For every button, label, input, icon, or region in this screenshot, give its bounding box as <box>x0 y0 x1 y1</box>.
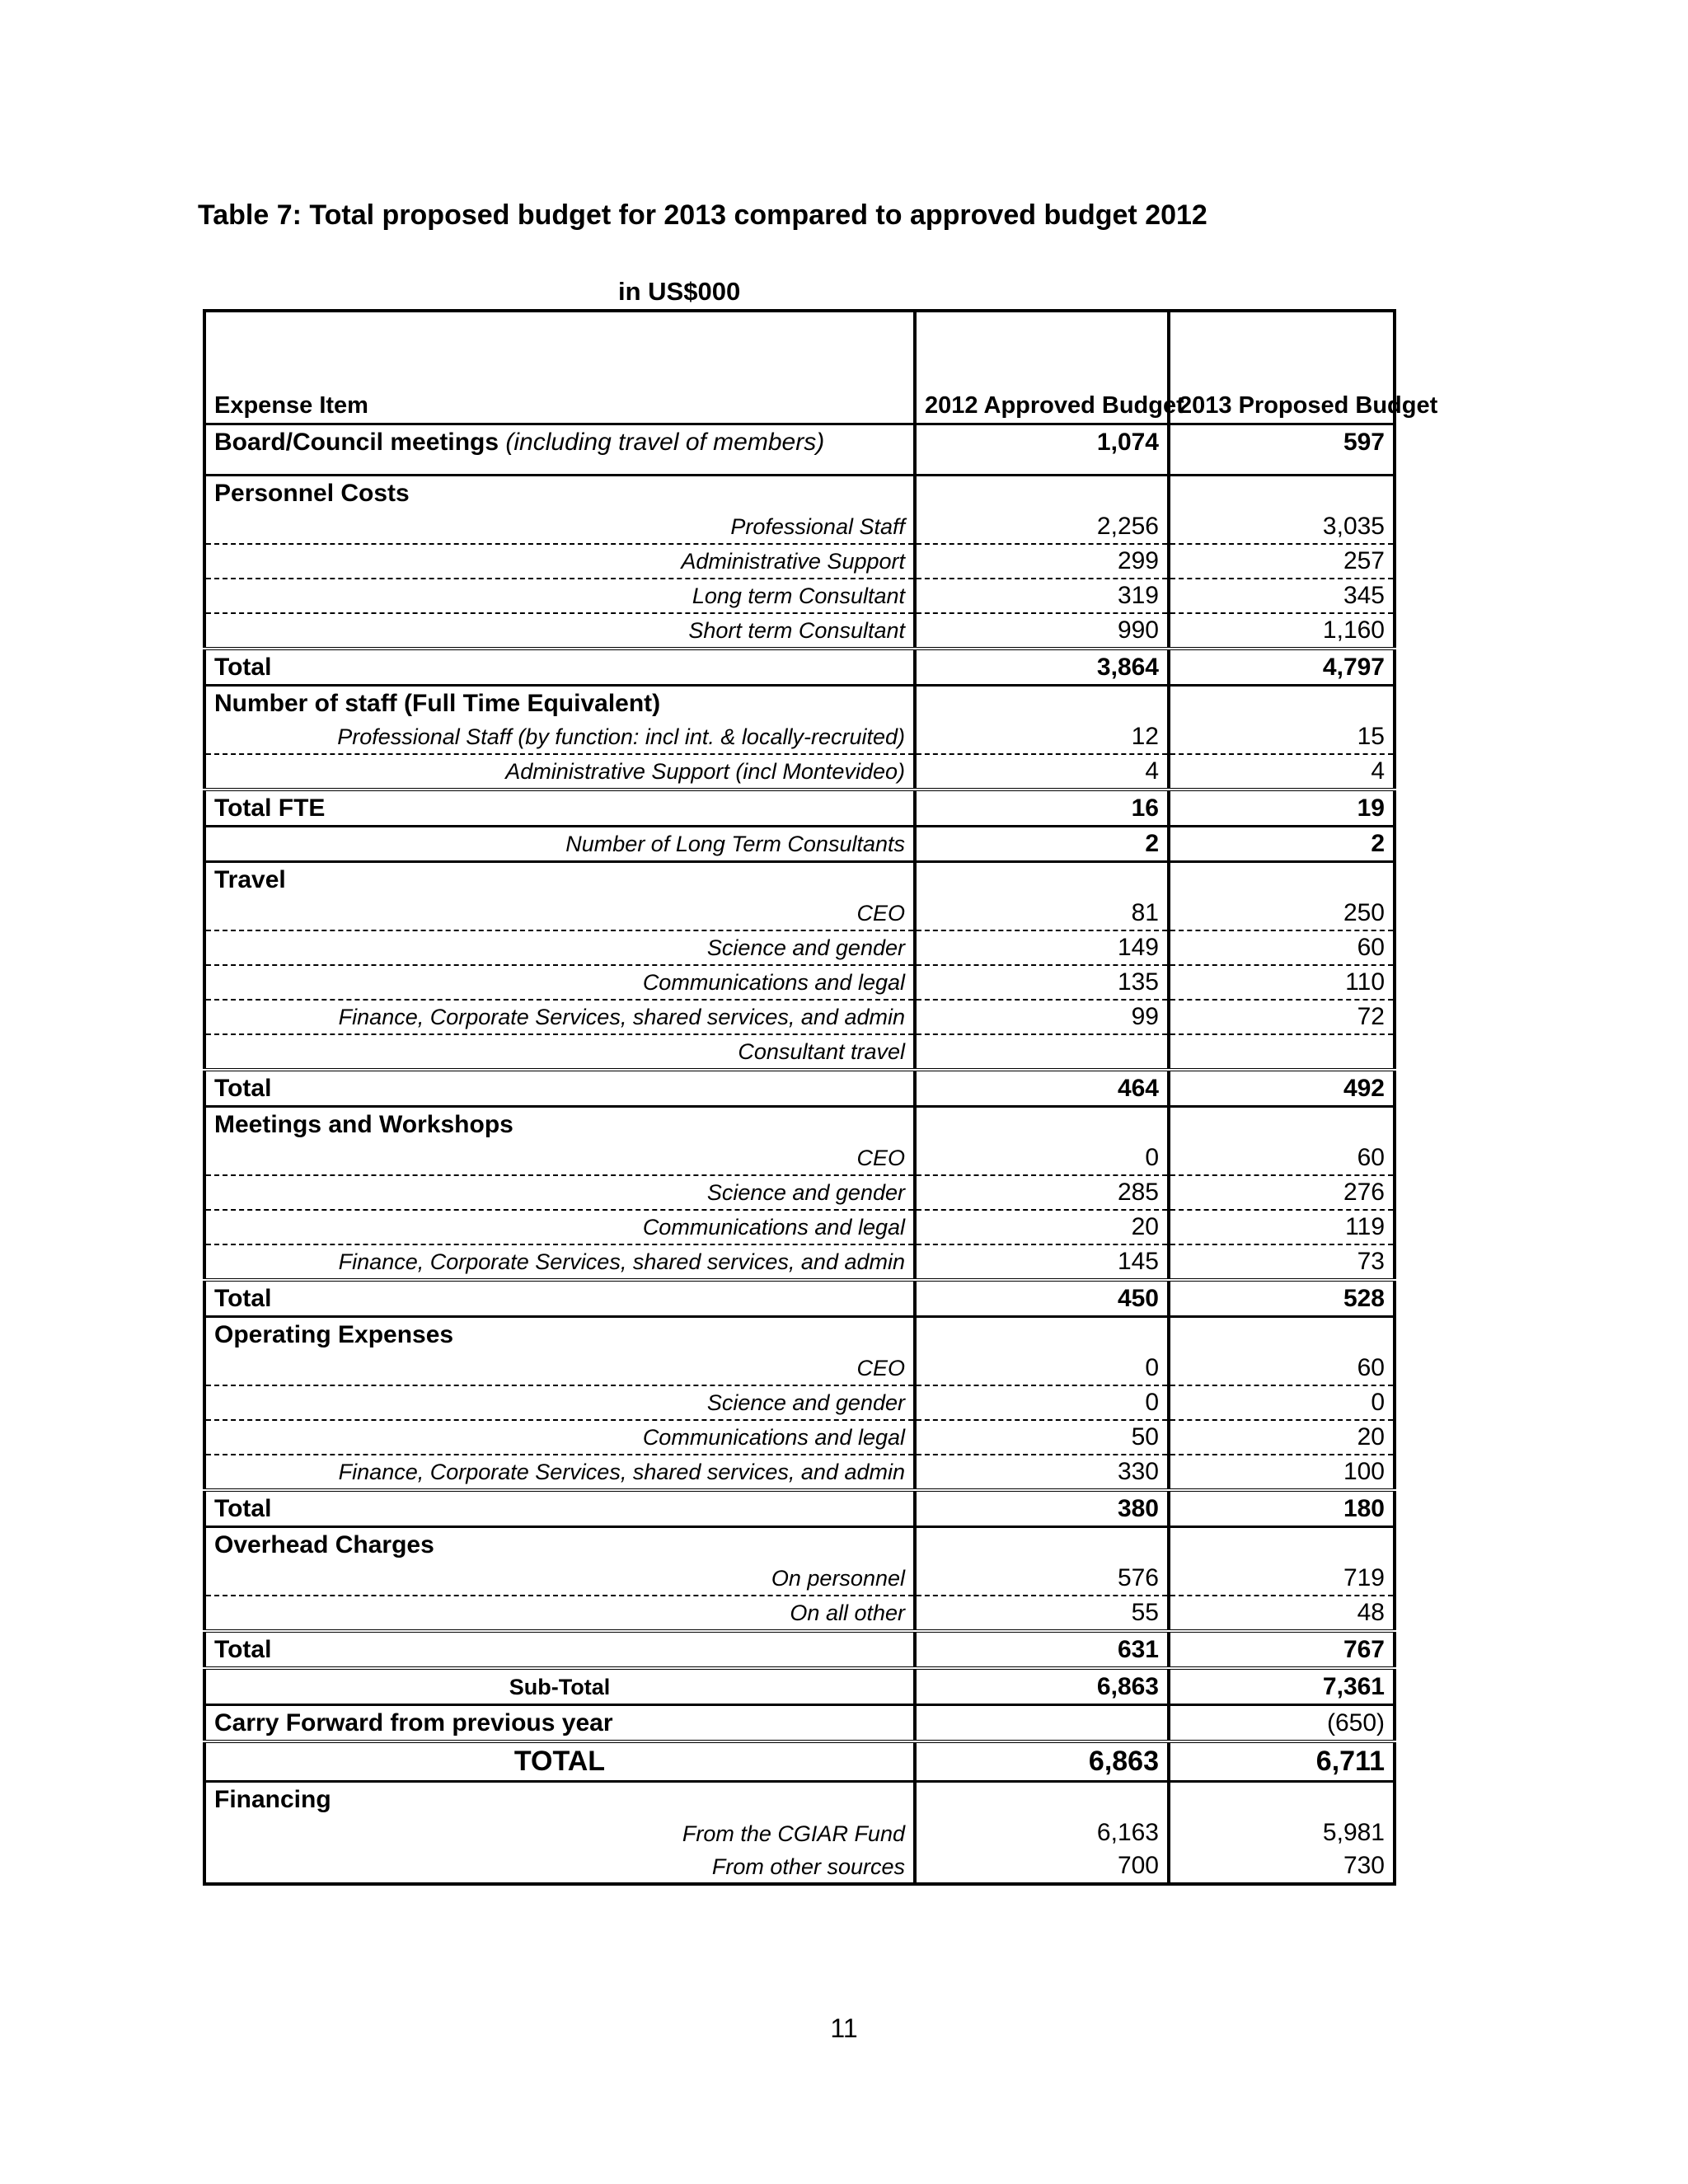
value-2012: 99 <box>915 1000 1169 1034</box>
row-label: Professional Staff <box>204 510 915 544</box>
table-row <box>204 1210 1395 1244</box>
carry-forward-label: Carry Forward from previous year <box>204 1705 915 1742</box>
table-row <box>204 613 1395 649</box>
total-2013: 528 <box>1169 1280 1395 1317</box>
row-label: On all other <box>790 1601 905 1626</box>
total-label: Total <box>204 1631 915 1668</box>
table-row <box>204 1596 1395 1631</box>
value-2012: 145 <box>915 1244 1169 1280</box>
total-label: Total <box>204 1280 915 1317</box>
value-2012: 50 <box>915 1420 1169 1455</box>
value-2013: 48 <box>1169 1596 1395 1631</box>
row-label: Finance, Corporate Services, shared services, and admin <box>204 1000 915 1034</box>
subtotal-row <box>204 1668 1395 1705</box>
value-2012 <box>915 1034 1169 1070</box>
total-2012: 450 <box>915 1280 1169 1317</box>
row-label: Administrative Support <box>204 544 915 579</box>
expense-item-header: Expense Item <box>214 392 368 419</box>
travel-heading-row <box>204 862 1395 898</box>
table-row <box>204 579 1395 613</box>
grand-total-2013: 6,711 <box>1169 1741 1395 1782</box>
section-heading: Overhead Charges <box>204 1527 915 1563</box>
value-2013: 1,160 <box>1169 613 1395 649</box>
value-2012: 6,163 <box>915 1816 1169 1849</box>
table-row <box>204 754 1395 790</box>
table-row <box>204 1000 1395 1034</box>
row-label: Communications and legal <box>204 1420 915 1455</box>
financing-heading-row <box>204 1782 1395 1817</box>
row-label: Communications and legal <box>204 965 915 1000</box>
operating-heading-row <box>204 1317 1395 1352</box>
value-2012: 4 <box>915 754 1169 790</box>
total-row <box>204 649 1395 686</box>
personnel-heading-row <box>204 476 1395 511</box>
value-2013: 0 <box>1169 1385 1395 1420</box>
carry-forward-2013: (650) <box>1169 1705 1395 1742</box>
table-row <box>204 1385 1395 1420</box>
row-label: Short term Consultant <box>688 618 905 644</box>
total-2012: 380 <box>915 1490 1169 1527</box>
section-heading: Financing <box>204 1782 915 1817</box>
total-row <box>204 1631 1395 1668</box>
value-2013: 3,035 <box>1169 510 1395 544</box>
board-2012: 1,074 <box>915 424 1169 460</box>
total-2012: 464 <box>915 1070 1169 1107</box>
value-2012: 2 <box>915 827 1169 862</box>
value-2013: 15 <box>1169 720 1395 754</box>
value-2013: 345 <box>1169 579 1395 613</box>
value-2013: 257 <box>1169 544 1395 579</box>
grand-total-row <box>204 1741 1395 1782</box>
table-row <box>204 1034 1395 1070</box>
value-2013: 110 <box>1169 965 1395 1000</box>
table-row <box>204 1141 1395 1175</box>
table-row <box>204 1352 1395 1385</box>
value-2012: 2,256 <box>915 510 1169 544</box>
total-2013: 19 <box>1169 790 1395 827</box>
subtotal-2013: 7,361 <box>1169 1668 1395 1705</box>
meetings-heading-row <box>204 1107 1395 1142</box>
value-2013: 60 <box>1169 930 1395 965</box>
value-2012: 20 <box>915 1210 1169 1244</box>
budget-table <box>203 309 1438 1886</box>
value-2012: 135 <box>915 965 1169 1000</box>
total-row <box>204 1280 1395 1317</box>
total-2012: 3,864 <box>915 649 1169 686</box>
row-label: Finance, Corporate Services, shared services, and admin <box>338 1249 905 1275</box>
total-row <box>204 1490 1395 1527</box>
total-label: Total <box>204 649 915 686</box>
value-2013 <box>1169 1034 1395 1070</box>
table-row <box>204 1816 1395 1849</box>
board-label <box>204 424 915 460</box>
table-row <box>204 897 1395 930</box>
value-2012: 990 <box>915 613 1169 649</box>
board-row <box>204 424 1395 460</box>
staff-heading-row <box>204 686 1395 721</box>
value-2012: 576 <box>915 1562 1169 1596</box>
row-label: Number of Long Term Consultants <box>565 832 905 857</box>
table-row <box>204 930 1395 965</box>
total-fte-row <box>204 790 1395 827</box>
board-label-bold: Board/Council meetings <box>214 429 499 456</box>
value-2013: 73 <box>1169 1244 1395 1280</box>
total-row <box>204 1070 1395 1107</box>
value-2012: 55 <box>915 1596 1169 1631</box>
value-2012: 149 <box>915 930 1169 965</box>
value-2012: 0 <box>915 1352 1169 1385</box>
row-label: Science and gender <box>204 1175 915 1210</box>
carry-forward-2012 <box>915 1705 1169 1742</box>
total-label: Total FTE <box>204 790 915 827</box>
value-2012: 12 <box>915 720 1169 754</box>
header-row <box>204 311 1395 424</box>
value-2012: 319 <box>915 579 1169 613</box>
row-label: Science and gender <box>204 930 915 965</box>
total-2013: 180 <box>1169 1490 1395 1527</box>
col-2012-header: 2012 Approved Budget <box>915 311 1169 424</box>
row-label: Science and gender <box>204 1385 915 1420</box>
row-label: Long term Consultant <box>204 579 915 613</box>
section-heading: Personnel Costs <box>204 476 915 511</box>
value-2012: 0 <box>915 1385 1169 1420</box>
value-2013: 250 <box>1169 897 1395 930</box>
value-2013: 100 <box>1169 1455 1395 1490</box>
value-2013: 72 <box>1169 1000 1395 1034</box>
board-label-italic: (including travel of members) <box>505 429 825 456</box>
row-label: Consultant travel <box>738 1039 905 1065</box>
carry-forward-row <box>204 1705 1395 1742</box>
row-label: Administrative Support (incl Montevideo) <box>505 759 905 785</box>
value-2013: 4 <box>1169 754 1395 790</box>
table-row <box>204 1455 1395 1490</box>
row-label: From other sources <box>711 1854 905 1879</box>
overhead-heading-row <box>204 1527 1395 1563</box>
value-2013: 276 <box>1169 1175 1395 1210</box>
table-row <box>204 1420 1395 1455</box>
consultants-row <box>204 827 1395 862</box>
table-row <box>204 720 1395 754</box>
units-label: in US$000 <box>618 277 741 306</box>
row-label: On personnel <box>204 1562 915 1596</box>
value-2013: 719 <box>1169 1562 1395 1596</box>
total-2013: 492 <box>1169 1070 1395 1107</box>
section-heading: Meetings and Workshops <box>204 1107 915 1142</box>
col-2013-header: 2013 Proposed Budget <box>1169 311 1395 424</box>
value-2013: 60 <box>1169 1141 1395 1175</box>
section-heading: Operating Expenses <box>204 1317 915 1352</box>
page-number: 11 <box>830 2013 858 2043</box>
value-2012: 285 <box>915 1175 1169 1210</box>
table-row <box>204 510 1395 544</box>
section-heading: Travel <box>204 862 915 898</box>
table-row <box>204 1244 1395 1280</box>
row-label: Professional Staff (by function: incl int. & locally-recruited) <box>204 720 915 754</box>
row-label: CEO <box>204 1141 915 1175</box>
grand-total-label: TOTAL <box>204 1741 915 1782</box>
value-2012: 0 <box>915 1141 1169 1175</box>
value-2012: 81 <box>915 897 1169 930</box>
total-2012: 631 <box>915 1631 1169 1668</box>
table-row <box>204 544 1395 579</box>
row-label: From the CGIAR Fund <box>682 1821 905 1846</box>
value-2013: 730 <box>1169 1849 1395 1884</box>
value-2012: 299 <box>915 544 1169 579</box>
spacer <box>204 459 1395 476</box>
subtotal-2012: 6,863 <box>915 1668 1169 1705</box>
value-2013: 20 <box>1169 1420 1395 1455</box>
table-row <box>204 1849 1395 1884</box>
value-2012: 330 <box>915 1455 1169 1490</box>
row-label: Finance, Corporate Services, shared services, and admin <box>338 1460 905 1485</box>
value-2012: 700 <box>915 1849 1169 1884</box>
total-label: Total <box>204 1070 915 1107</box>
value-2013: 119 <box>1169 1210 1395 1244</box>
table-row <box>204 965 1395 1000</box>
grand-total-2012: 6,863 <box>915 1741 1169 1782</box>
board-2013: 597 <box>1169 424 1395 460</box>
total-label: Total <box>204 1490 915 1527</box>
total-2013: 767 <box>1169 1631 1395 1668</box>
value-2013: 5,981 <box>1169 1816 1395 1849</box>
subtotal-label: Sub-Total <box>204 1668 915 1705</box>
table-title: Table 7: Total proposed budget for 2013 compared to approved budget 2012 <box>198 199 1207 231</box>
section-heading: Number of staff (Full Time Equivalent) <box>204 686 915 721</box>
table-row <box>204 1175 1395 1210</box>
value-2013: 60 <box>1169 1352 1395 1385</box>
row-label: CEO <box>204 1352 915 1385</box>
table-row <box>204 1562 1395 1596</box>
row-label: CEO <box>204 897 915 930</box>
row-label: Communications and legal <box>204 1210 915 1244</box>
total-2013: 4,797 <box>1169 649 1395 686</box>
value-2013: 2 <box>1169 827 1395 862</box>
total-2012: 16 <box>915 790 1169 827</box>
